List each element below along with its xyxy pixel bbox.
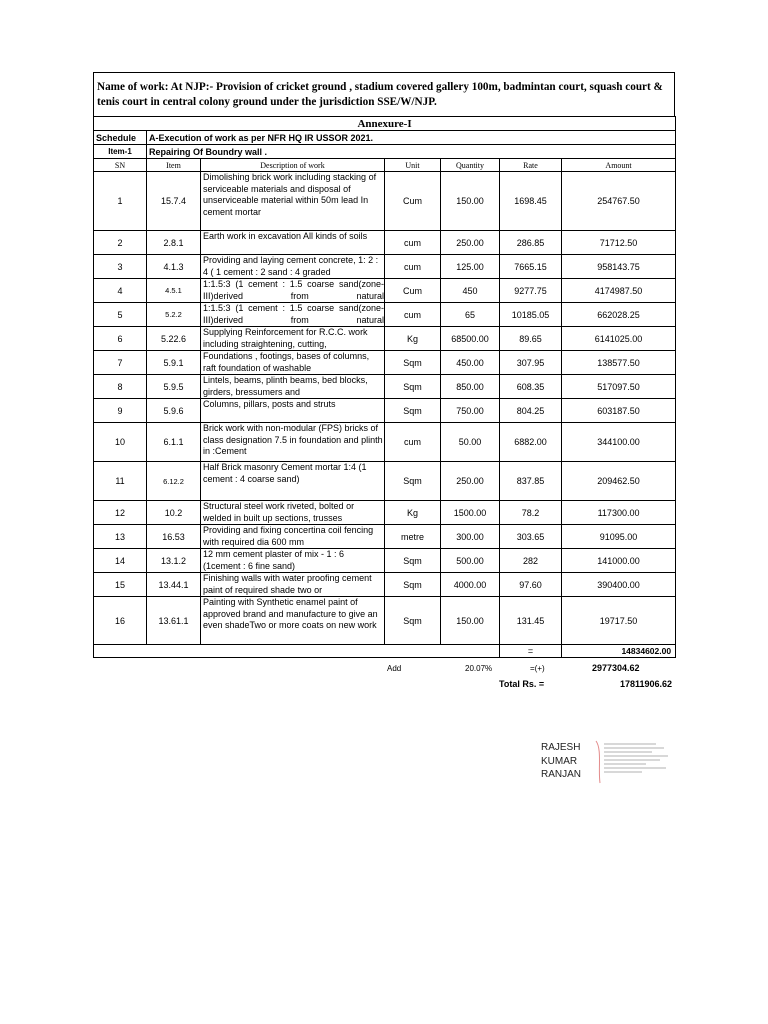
row-quantity: 125.00 (441, 255, 500, 279)
row-sn: 13 (94, 525, 147, 549)
row-amount: 390400.00 (562, 573, 676, 597)
row-description-text: 1:1.5:3 (1 cement : 1.5 coarse sand(zone-III)derived from natural (203, 279, 384, 301)
row-description (201, 279, 385, 303)
row-description (201, 423, 385, 462)
row-sn: 5 (94, 303, 147, 327)
row-item: 5.22.6 (147, 327, 201, 351)
row-item: 5.9.5 (147, 375, 201, 399)
row-item: 5.2.2 (147, 303, 201, 327)
row-unit: Sqm (385, 573, 441, 597)
row-rate: 6882.00 (500, 423, 562, 462)
digital-signature-mark (594, 739, 674, 785)
subtotal-blank (94, 645, 500, 658)
table-row (94, 172, 676, 231)
row-item: 5.9.1 (147, 351, 201, 375)
row-quantity: 68500.00 (441, 327, 500, 351)
row-sn: 15 (94, 573, 147, 597)
col-header-item: Item (147, 159, 201, 172)
row-unit: cum (385, 423, 441, 462)
row-quantity: 50.00 (441, 423, 500, 462)
row-item: 10.2 (147, 501, 201, 525)
row-item: 15.7.4 (147, 172, 201, 231)
row-quantity: 250.00 (441, 231, 500, 255)
row-item: 4.1.3 (147, 255, 201, 279)
row-unit: cum (385, 231, 441, 255)
row-description (201, 525, 385, 549)
row-description (201, 597, 385, 645)
row-amount: 138577.50 (562, 351, 676, 375)
row-quantity: 300.00 (441, 525, 500, 549)
row-unit: Kg (385, 501, 441, 525)
table-row (94, 327, 676, 351)
row-unit: Sqm (385, 399, 441, 423)
add-equals: =(+) (530, 664, 545, 673)
row-description-text: Structural steel work riveted, bolted or welded in built up sections, trusses (203, 501, 355, 523)
row-description (201, 501, 385, 525)
annexure-title: Annexure-I (94, 117, 676, 131)
table-row (94, 303, 676, 327)
row-rate: 89.65 (500, 327, 562, 351)
row-description (201, 399, 385, 423)
row-quantity: 750.00 (441, 399, 500, 423)
row-description (201, 327, 385, 351)
row-item: 16.53 (147, 525, 201, 549)
row-description (201, 172, 385, 231)
row-description-text: Providing and fixing concertina coil fencing with required dia 600 mm (203, 525, 374, 547)
table-row (94, 573, 676, 597)
row-item: 6.1.1 (147, 423, 201, 462)
row-unit: cum (385, 303, 441, 327)
add-row (93, 663, 675, 677)
row-description-text: Lintels, beams, plinth beams, bed blocks, girders, bressumers and (203, 375, 368, 397)
table-row (94, 351, 676, 375)
table-row (94, 462, 676, 501)
table-row (94, 399, 676, 423)
row-quantity: 1500.00 (441, 501, 500, 525)
row-unit: Sqm (385, 351, 441, 375)
row-sn: 11 (94, 462, 147, 501)
table-row (94, 423, 676, 462)
add-amount: 2977304.62 (592, 663, 640, 673)
row-description-text: Supplying Reinforcement for R.C.C. work including straightening, cutting, (203, 327, 368, 349)
row-rate: 804.25 (500, 399, 562, 423)
signature-name (541, 741, 581, 782)
col-header-sn: SN (94, 159, 147, 172)
row-sn: 4 (94, 279, 147, 303)
row-amount: 91095.00 (562, 525, 676, 549)
row-description (201, 231, 385, 255)
schedule-value: A-Execution of work as per NFR HQ IR USSOR 2021. (147, 131, 676, 145)
col-header-description: Description of work (201, 159, 385, 172)
row-rate: 303.65 (500, 525, 562, 549)
row-quantity: 250.00 (441, 462, 500, 501)
row-unit: Sqm (385, 462, 441, 501)
row-description (201, 573, 385, 597)
subtotal-amount: 14834602.00 (562, 645, 676, 658)
total-label: Total Rs. = (499, 679, 545, 689)
row-amount: 141000.00 (562, 549, 676, 573)
row-description-text: Dimolishing brick work including stacking of serviceable materials and disposal of unserviceable material within 50m lead In cement mortar (203, 172, 377, 217)
table-row (94, 255, 676, 279)
row-rate: 307.95 (500, 351, 562, 375)
row-amount: 603187.50 (562, 399, 676, 423)
row-rate: 837.85 (500, 462, 562, 501)
table-row (94, 525, 676, 549)
row-quantity: 65 (441, 303, 500, 327)
row-unit: Sqm (385, 597, 441, 645)
col-header-quantity: Quantity (441, 159, 500, 172)
row-amount: 209462.50 (562, 462, 676, 501)
row-quantity: 150.00 (441, 172, 500, 231)
row-quantity: 450.00 (441, 351, 500, 375)
row-amount: 117300.00 (562, 501, 676, 525)
row-rate: 97.60 (500, 573, 562, 597)
row-rate: 9277.75 (500, 279, 562, 303)
row-item: 13.1.2 (147, 549, 201, 573)
item-value: Repairing Of Boundry wall . (147, 145, 676, 159)
add-percent: 20.07% (465, 664, 493, 673)
row-unit: Sqm (385, 375, 441, 399)
table-row (94, 375, 676, 399)
row-rate: 131.45 (500, 597, 562, 645)
row-rate: 1698.45 (500, 172, 562, 231)
row-sn: 8 (94, 375, 147, 399)
row-quantity: 4000.00 (441, 573, 500, 597)
table-row (94, 549, 676, 573)
row-unit: metre (385, 525, 441, 549)
row-description (201, 255, 385, 279)
row-description-text: Foundations , footings, bases of columns, raft foundation of washable (203, 351, 370, 373)
row-amount: 19717.50 (562, 597, 676, 645)
table-row (94, 501, 676, 525)
row-description (201, 375, 385, 399)
row-quantity: 150.00 (441, 597, 500, 645)
row-item: 2.8.1 (147, 231, 201, 255)
row-rate: 7665.15 (500, 255, 562, 279)
signature-line-1: RAJESH (541, 742, 581, 753)
table-row (94, 231, 676, 255)
row-description-text: Half Brick masonry Cement mortar 1:4 (1 cement : 4 coarse sand) (203, 462, 367, 484)
row-description (201, 549, 385, 573)
total-amount: 17811906.62 (619, 679, 672, 689)
item-label: Item-1 (94, 145, 147, 159)
row-amount: 6141025.00 (562, 327, 676, 351)
col-header-rate: Rate (500, 159, 562, 172)
add-label: Add (387, 664, 402, 673)
schedule-label: Schedule (94, 131, 147, 145)
row-description-text: Brick work with non-modular (FPS) bricks of class designation 7.5 in foundation and plinth in :Cement (203, 423, 383, 456)
col-header-amount: Amount (562, 159, 676, 172)
row-description (201, 303, 385, 327)
row-unit: Kg (385, 327, 441, 351)
signature-line-2: KUMAR (541, 755, 578, 767)
subtotal-row (94, 645, 676, 658)
row-description (201, 351, 385, 375)
subtotal-equals: = (500, 645, 562, 658)
table-row (94, 279, 676, 303)
col-header-unit: Unit (385, 159, 441, 172)
row-sn: 3 (94, 255, 147, 279)
row-unit: Cum (385, 279, 441, 303)
row-item: 13.61.1 (147, 597, 201, 645)
row-description-text: Providing and laying cement concrete, 1: 2 : 4 ( 1 cement : 2 sand : 4 graded (203, 255, 379, 277)
row-description-text: Painting with Synthetic enamel paint of approved brand and manufacture to give an even shadeTwo or more coats on new work (203, 597, 378, 630)
row-sn: 6 (94, 327, 147, 351)
row-description-text: 1:1.5:3 (1 cement : 1.5 coarse sand(zone-III)derived from natural (203, 303, 384, 325)
row-item: 5.9.6 (147, 399, 201, 423)
column-headers (94, 159, 676, 172)
row-unit: Sqm (385, 549, 441, 573)
signature-line-3: RANJAN (541, 769, 582, 780)
row-rate: 608.35 (500, 375, 562, 399)
row-rate: 10185.05 (500, 303, 562, 327)
row-rate: 78.2 (500, 501, 562, 525)
estimate-sheet (93, 72, 675, 658)
total-row (93, 679, 675, 693)
row-sn: 7 (94, 351, 147, 375)
row-amount: 958143.75 (562, 255, 676, 279)
row-amount: 662028.25 (562, 303, 676, 327)
row-description (201, 462, 385, 501)
row-sn: 16 (94, 597, 147, 645)
row-sn: 9 (94, 399, 147, 423)
row-sn: 10 (94, 423, 147, 462)
row-amount: 71712.50 (562, 231, 676, 255)
row-unit: Cum (385, 172, 441, 231)
row-description-text: Columns, pillars, posts and struts (203, 399, 336, 409)
table-row (94, 597, 676, 645)
row-sn: 14 (94, 549, 147, 573)
row-description-text: 12 mm cement plaster of mix - 1 : 6 (1cement : 6 fine sand) (203, 549, 345, 571)
row-amount: 254767.50 (562, 172, 676, 231)
row-rate: 286.85 (500, 231, 562, 255)
row-sn: 1 (94, 172, 147, 231)
row-amount: 4174987.50 (562, 279, 676, 303)
row-description-text: Earth work in excavation All kinds of soils (203, 231, 368, 241)
estimate-table (93, 116, 676, 658)
row-rate: 282 (500, 549, 562, 573)
row-item: 13.44.1 (147, 573, 201, 597)
row-item: 6.12.2 (147, 462, 201, 501)
row-item: 4.5.1 (147, 279, 201, 303)
row-description-text: Finishing walls with water proofing cement paint of required shade two or (203, 573, 372, 595)
row-sn: 2 (94, 231, 147, 255)
row-amount: 344100.00 (562, 423, 676, 462)
row-quantity: 450 (441, 279, 500, 303)
row-quantity: 850.00 (441, 375, 500, 399)
row-sn: 12 (94, 501, 147, 525)
name-of-work: Name of work: At NJP:- Provision of cricket ground , stadium covered gallery 100m, badmintan court, squash court & tenis court in central colony ground under the jurisdiction SSE/W/NJP. (93, 72, 675, 116)
row-quantity: 500.00 (441, 549, 500, 573)
row-amount: 517097.50 (562, 375, 676, 399)
row-unit: cum (385, 255, 441, 279)
